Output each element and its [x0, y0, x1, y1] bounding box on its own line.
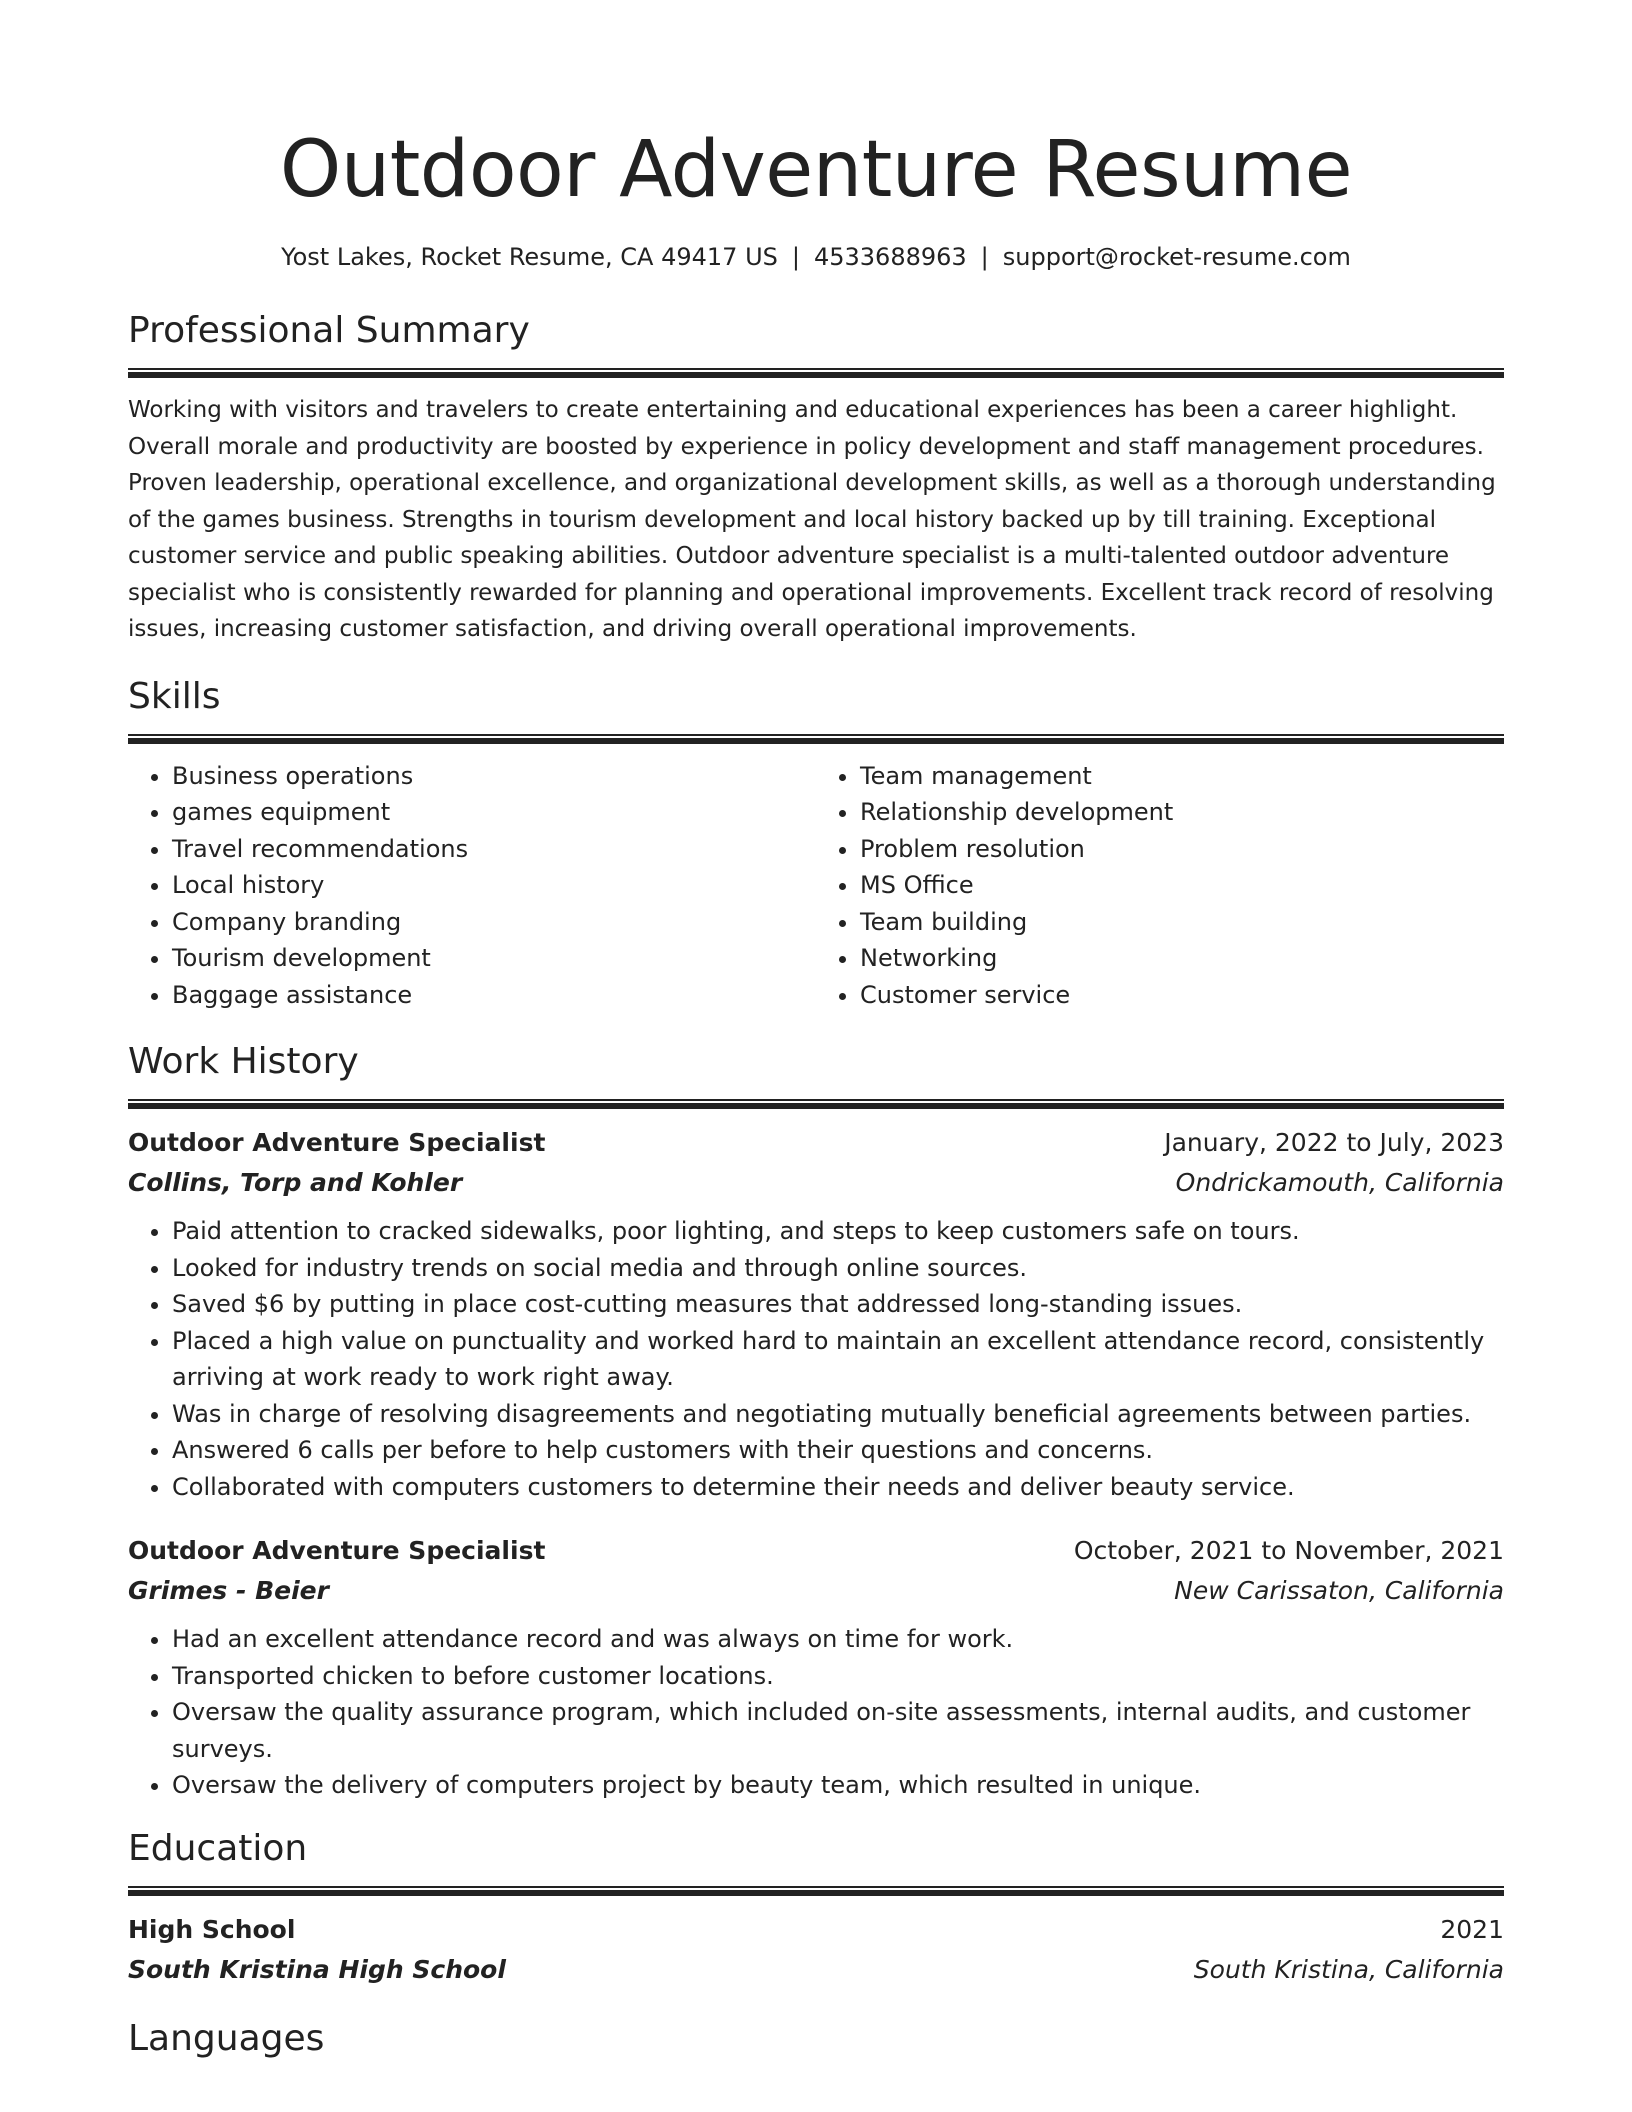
resume-name: Outdoor Adventure Resume	[279, 125, 1353, 215]
skill-item: • Tourism development	[172, 940, 816, 977]
education-header-row	[128, 1910, 1504, 1950]
job-dates: January, 2022 to July, 2023	[1164, 1128, 1504, 1157]
contact-separator: |	[791, 243, 800, 271]
job-subheader-row	[128, 1571, 1504, 1611]
job-location: Ondrickamouth, California	[1175, 1168, 1504, 1197]
job-bullets	[128, 1213, 1504, 1505]
summary-text: Working with visitors and travelers to create entertaining and educational experiences has been a career highlight. Overall morale and productivity are boosted by experience in policy development and staff management procedures. Proven leadership, operational excellence, and organizational development skills, as well as a thorough understanding of the games business. Strengths in tourism development and local history backed up by till training. Exceptional customer service and public speaking abilities. Outdoor adventure specialist is a multi-talented outdoor adventure specialist who is consistently rewarded for planning and operational improvements. Excellent track record of resolving issues, increasing customer satisfaction, and driving overall operational improvements.	[128, 397, 1496, 642]
job-bullet: • Paid attention to cracked sidewalks, poor lighting, and steps to keep customers safe on tours.	[172, 1213, 1504, 1250]
education-entry	[128, 1910, 1504, 1990]
section-divider	[128, 734, 1504, 744]
contact-address: Yost Lakes, Rocket Resume, CA 49417 US	[281, 243, 778, 271]
job-employer: Grimes - Beier	[128, 1576, 329, 1605]
skill-item: • Team management	[860, 758, 1504, 795]
section-title-skills: Skills	[128, 675, 221, 717]
skill-item: • MS Office	[860, 867, 1504, 904]
skill-item: • Company branding	[172, 904, 816, 941]
work-history-section	[128, 1039, 1504, 1804]
skill-item: • Baggage assistance	[172, 977, 816, 1014]
job-bullet: • Looked for industry trends on social media and through online sources.	[172, 1250, 1504, 1287]
summary-section	[128, 308, 1504, 648]
job-subheader-row	[128, 1163, 1504, 1203]
section-title-work-history: Work History	[128, 1041, 359, 1082]
job-bullet: • Saved $6 by putting in place cost-cutting measures that addressed long-standing issues.	[172, 1286, 1504, 1323]
job-title: Outdoor Adventure Specialist	[128, 1536, 546, 1565]
education-degree: High School	[128, 1914, 296, 1944]
job-header-row	[128, 1123, 1504, 1163]
job-title: Outdoor Adventure Specialist	[128, 1128, 546, 1157]
education-year: 2021	[1440, 1914, 1504, 1944]
education-location: South Kristina, California	[1193, 1954, 1504, 1984]
job-dates: October, 2021 to November, 2021	[1073, 1536, 1504, 1565]
skill-item: • games equipment	[172, 794, 816, 831]
contact-line	[128, 240, 1504, 274]
job-bullet: • Collaborated with computers customers to determine their needs and deliver beauty service.	[172, 1469, 1504, 1506]
section-divider	[128, 368, 1504, 378]
skill-item: • Problem resolution	[860, 831, 1504, 868]
education-school: South Kristina High School	[128, 1954, 506, 1984]
section-title-languages: Languages	[128, 2017, 325, 2059]
job-bullet: • Oversaw the quality assurance program, which included on-site assessments, internal audits, and customer surveys.	[172, 1694, 1504, 1767]
job-bullet: • Placed a high value on punctuality and worked hard to maintain an excellent attendance record, consistently arriving at work ready to work right away.	[172, 1323, 1504, 1396]
section-divider	[128, 1099, 1504, 1109]
skill-item: • Customer service	[860, 977, 1504, 1014]
skill-item: • Team building	[860, 904, 1504, 941]
job-location: New Carissaton, California	[1174, 1576, 1504, 1605]
skill-item: • Business operations	[172, 758, 816, 795]
job-bullet: • Was in charge of resolving disagreements and negotiating mutually beneficial agreements between parties.	[172, 1396, 1504, 1433]
job-bullet: • Transported chicken to before customer locations.	[172, 1658, 1504, 1695]
section-title-summary: Professional Summary	[128, 310, 530, 351]
skill-item: • Local history	[172, 867, 816, 904]
skills-section	[128, 674, 1504, 1014]
skill-item: • Networking	[860, 940, 1504, 977]
section-divider	[128, 1886, 1504, 1896]
job-entry	[128, 1531, 1504, 1804]
contact-separator: |	[980, 243, 989, 271]
skills-list-left	[128, 758, 816, 1014]
contact-email: support@rocket-resume.com	[1002, 243, 1351, 271]
job-bullet: • Had an excellent attendance record and was always on time for work.	[172, 1621, 1504, 1658]
job-employer: Collins, Torp and Kohler	[128, 1168, 463, 1197]
skills-list-right	[816, 758, 1504, 1014]
languages-section	[128, 2016, 1504, 2062]
job-bullets	[128, 1621, 1504, 1804]
job-bullet: • Answered 6 calls per before to help customers with their questions and concerns.	[172, 1432, 1504, 1469]
education-section	[128, 1826, 1504, 1990]
job-header-row	[128, 1531, 1504, 1571]
education-subheader-row	[128, 1950, 1504, 1990]
section-title-education: Education	[128, 1827, 308, 1869]
contact-phone: 4533688963	[813, 243, 967, 271]
skill-item: • Travel recommendations	[172, 831, 816, 868]
job-entry	[128, 1123, 1504, 1505]
skills-columns	[128, 758, 1504, 1014]
job-bullet: • Oversaw the delivery of computers project by beauty team, which resulted in unique.	[172, 1767, 1504, 1804]
skill-item: • Relationship development	[860, 794, 1504, 831]
